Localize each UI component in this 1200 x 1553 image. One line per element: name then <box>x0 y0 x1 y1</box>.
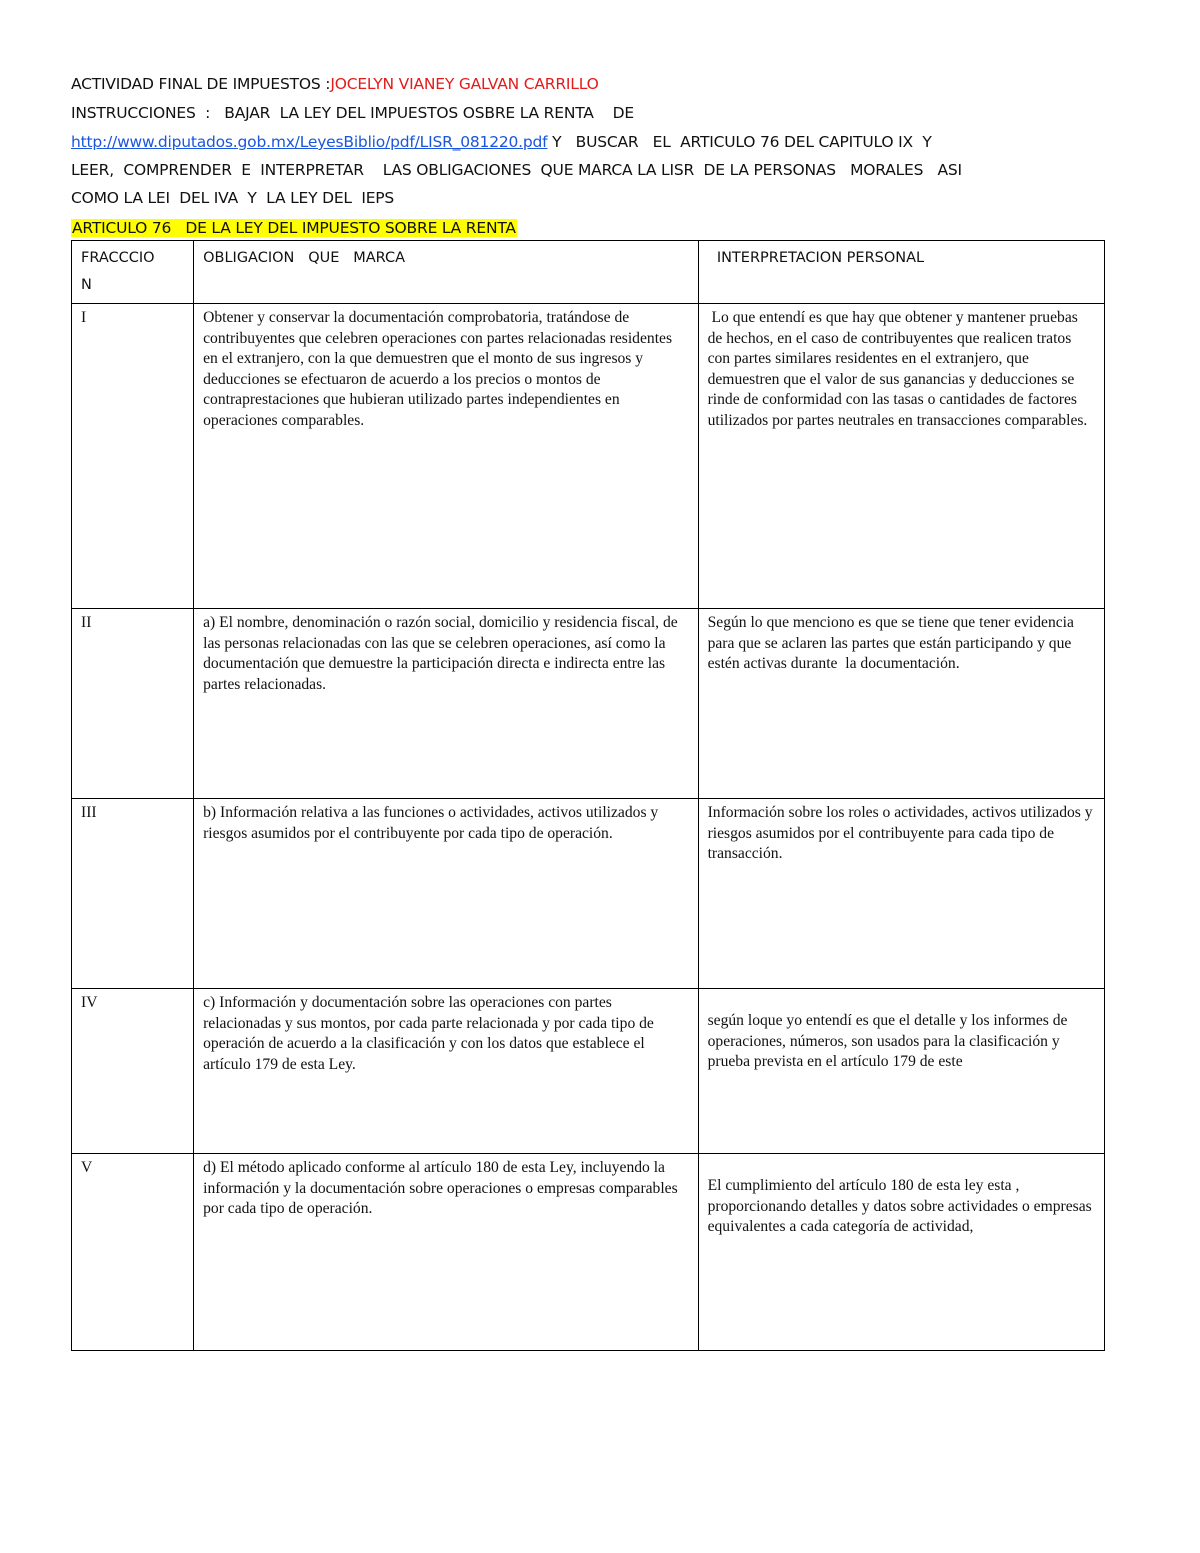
instructions-line-1: INSTRUCCIONES : BAJAR LA LEY DEL IMPUESTOS OSBRE LA RENTA DE <box>71 104 634 122</box>
article-heading-line <box>71 219 517 237</box>
table-row <box>72 304 1105 609</box>
interpretation-cell: Información sobre los roles o actividades, activos utilizados y riesgos asumidos por el contribuyente para cada tipo de transacción. <box>698 799 1104 989</box>
document-title: ACTIVIDAD FINAL DE IMPUESTOS : <box>71 75 331 93</box>
column-header-interpretation: INTERPRETACION PERSONAL <box>698 241 1104 304</box>
obligations-table <box>71 240 1105 1351</box>
article-heading: ARTICULO 76 DE LA LEY DEL IMPUESTO SOBRE LA RENTA <box>72 219 516 237</box>
instructions-line-2 <box>71 133 932 151</box>
obligation-cell: d) El método aplicado conforme al artículo 180 de esta Ley, incluyendo la información y la documentación sobre operaciones o empresas comparables por cada tipo de operación. <box>194 1154 698 1351</box>
interpretation-cell: según loque yo entendí es que el detalle y los informes de operaciones, números, son usados para la clasificación y prueba prevista en el artículo 179 de este <box>698 989 1104 1154</box>
column-header-fraction: FRACCCIO N <box>72 241 194 304</box>
obligation-cell: Obtener y conservar la documentación comprobatoria, tratándose de contribuyentes que celebren operaciones con partes relacionadas residentes en el extranjero, con la que demuestren que el monto de sus ingresos y deducciones se efectuaron de acuerdo a los precios o montos de contraprestaciones que hubieran utilizado partes independientes en operaciones comparables. <box>194 304 698 609</box>
table-row <box>72 609 1105 799</box>
table-row <box>72 799 1105 989</box>
fraction-cell: V <box>72 1154 194 1351</box>
document-title-line <box>71 75 599 93</box>
law-pdf-link[interactable]: http://www.diputados.gob.mx/LeyesBiblio/pdf/LISR_081220.pdf <box>71 133 548 151</box>
instructions-line-3: LEER, COMPRENDER E INTERPRETAR LAS OBLIGACIONES QUE MARCA LA LISR DE LA PERSONAS MORALES ASI <box>71 161 962 179</box>
interpretation-cell: Según lo que menciono es que se tiene que tener evidencia para que se aclaren las partes que están participando y que estén activas durante la documentación. <box>698 609 1104 799</box>
table-header-row <box>72 241 1105 304</box>
fraction-cell: II <box>72 609 194 799</box>
obligation-cell: c) Información y documentación sobre las operaciones con partes relacionadas y sus montos, por cada parte relacionada y por cada tipo de operación de acuerdo a la clasificación y con los datos que establece el artículo 179 de esta Ley. <box>194 989 698 1154</box>
column-header-obligation: OBLIGACION QUE MARCA <box>194 241 698 304</box>
obligation-cell: a) El nombre, denominación o razón social, domicilio y residencia fiscal, de las personas relacionadas con las que se celebren operaciones, así como la documentación que demuestre la participación directa e indirecta entre las partes relacionadas. <box>194 609 698 799</box>
obligation-cell: b) Información relativa a las funciones o actividades, activos utilizados y riesgos asumidos por el contribuyente por cada tipo de operación. <box>194 799 698 989</box>
table-row <box>72 989 1105 1154</box>
author-name: JOCELYN VIANEY GALVAN CARRILLO <box>330 75 599 93</box>
fraction-cell: IV <box>72 989 194 1154</box>
interpretation-cell: El cumplimiento del artículo 180 de esta ley esta , proporcionando detalles y datos sobre actividades o empresas equivalentes a cada categoría de actividad, <box>698 1154 1104 1351</box>
fraction-cell: I <box>72 304 194 609</box>
table-row <box>72 1154 1105 1351</box>
instructions-line-4: COMO LA LEI DEL IVA Y LA LEY DEL IEPS <box>71 189 395 207</box>
interpretation-cell: Lo que entendí es que hay que obtener y mantener pruebas de hechos, en el caso de contribuyentes que realicen tratos con partes similares residentes en el extranjero, que demuestren que el valor de sus ganancias y deducciones se rinde de conformidad con las tasas o cantidades de factores utilizados por partes neutrales en transacciones comparables. <box>698 304 1104 609</box>
fraction-cell: III <box>72 799 194 989</box>
instructions-line-2-text: Y BUSCAR EL ARTICULO 76 DEL CAPITULO IX Y <box>547 133 932 151</box>
